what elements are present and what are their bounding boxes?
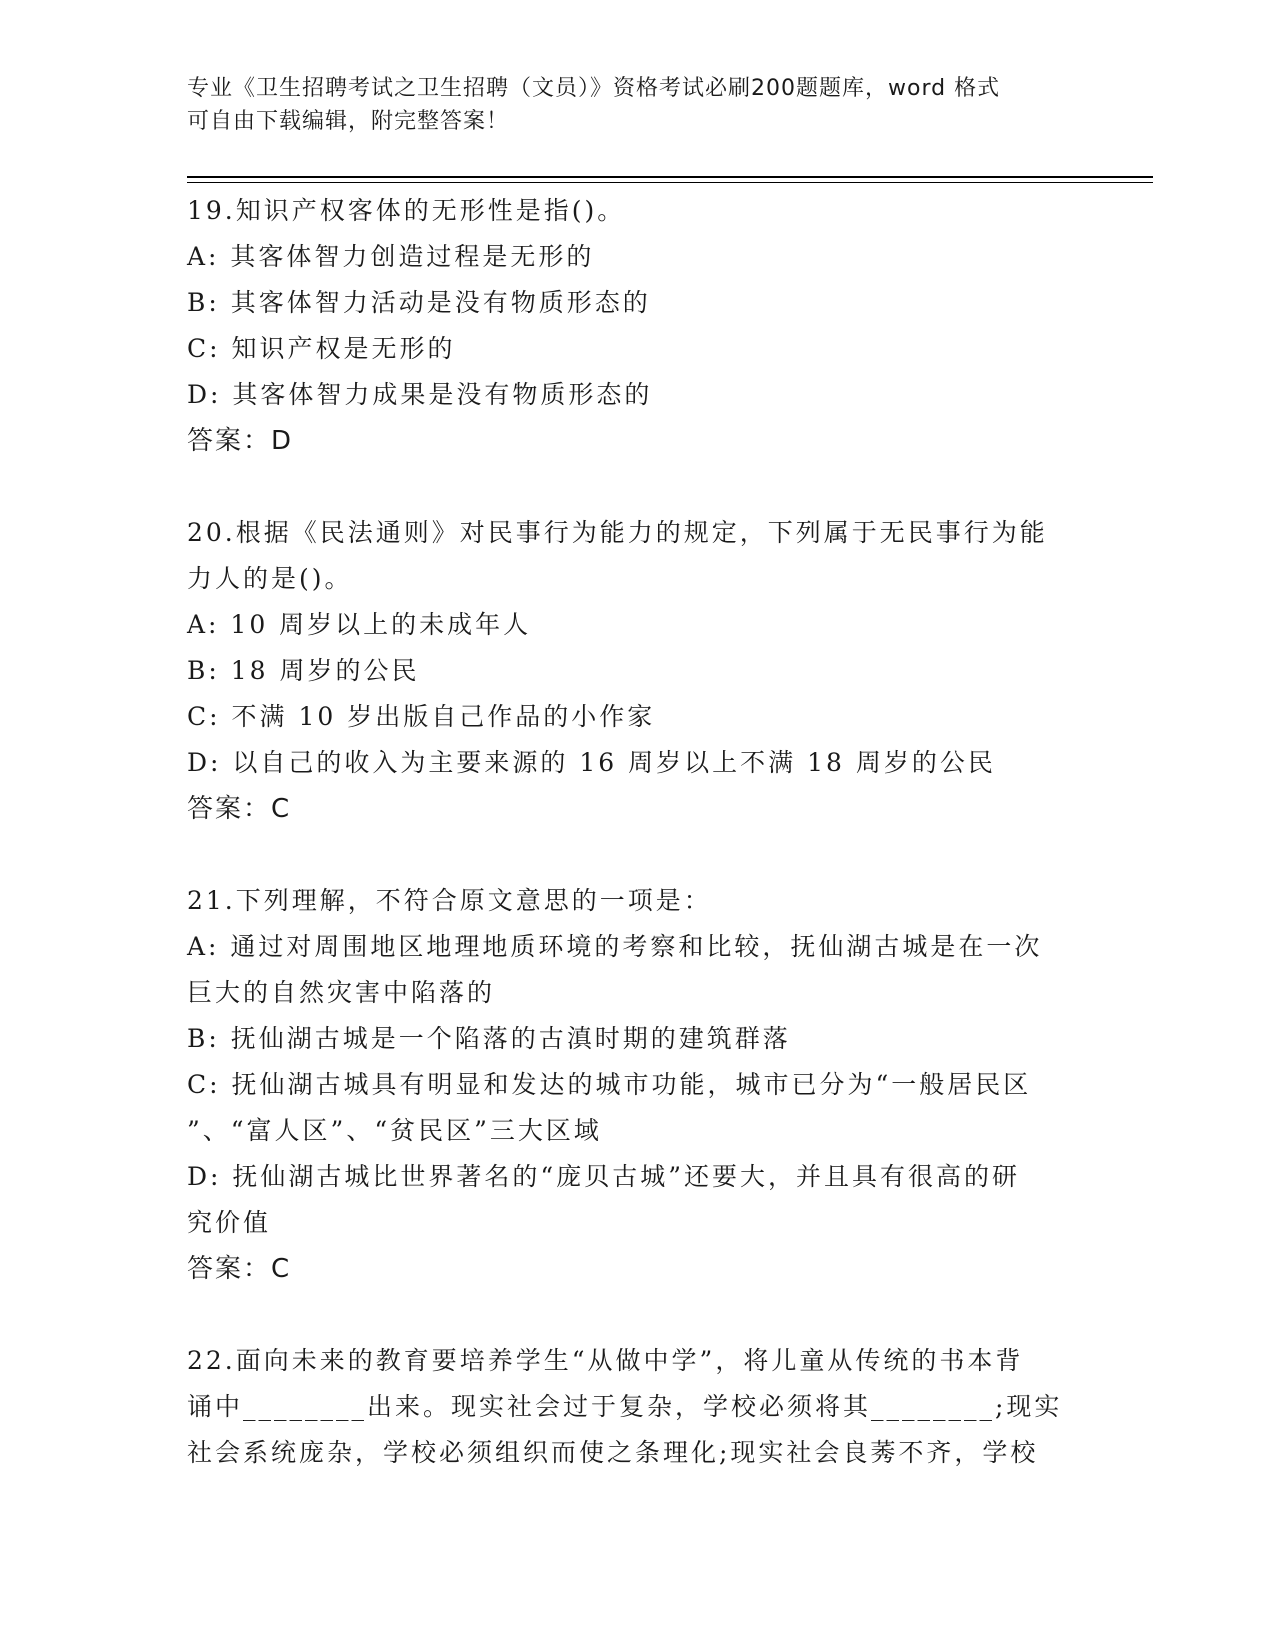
answer-option: B: 抚仙湖古城是一个陷落的古滇时期的建筑群落 [187,1024,791,1053]
question-stem: 21.下列理解，不符合原文意思的一项是： [187,886,712,915]
header-divider-thin [187,182,1153,183]
question-spacer [187,832,1077,878]
answer-key: 答案：D [187,426,294,456]
answer-option: A: 通过对周围地区地理地质环境的考察和比较，抚仙湖古城是在一次 [187,932,1043,961]
question-block [187,878,1077,1292]
question-stem: 诵中________出来。现实社会过于复杂，学校必须将其________;现实 [187,1392,1063,1421]
question-stem: 社会系统庞杂，学校必须组织而使之条理化;现实社会良莠不齐，学校 [187,1438,1039,1467]
header-line: 可自由下载编辑，附完整答案！ [187,109,510,134]
answer-option: A: 10 周岁以上的未成年人 [187,610,532,639]
answer-option: A: 其客体智力创造过程是无形的 [187,242,595,271]
header-line: 专业《卫生招聘考试之卫生招聘（文员）》资格考试必刷200题题库，word 格式 [187,76,1001,101]
answer-option: D: 以自己的收入为主要来源的 16 周岁以上不满 18 周岁的公民 [187,748,996,777]
answer-key: 答案：C [187,794,292,824]
question-stem: 20.根据《民法通则》对民事行为能力的规定，下列属于无民事行为能 [187,518,1048,547]
question-list [187,188,1077,1476]
answer-option: C: 不满 10 岁出版自己作品的小作家 [187,702,656,731]
document-header [187,72,1067,138]
answer-option: ”、“富人区”、“贫民区”三大区域 [187,1116,602,1145]
answer-option: 究价值 [187,1208,272,1237]
answer-option: D: 抚仙湖古城比世界著名的“庞贝古城”还要大，并且具有很高的研 [187,1162,1020,1191]
answer-option: B: 18 周岁的公民 [187,656,420,685]
answer-option: B: 其客体智力活动是没有物质形态的 [187,288,651,317]
question-block [187,188,1077,464]
question-spacer [187,1292,1077,1338]
question-stem: 19.知识产权客体的无形性是指()。 [187,196,626,225]
question-stem: 力人的是()。 [187,564,353,593]
answer-key: 答案：C [187,1254,292,1284]
question-spacer [187,464,1077,510]
question-stem: 22.面向未来的教育要培养学生“从做中学”，将儿童从传统的书本背 [187,1346,1024,1375]
answer-option: C: 抚仙湖古城具有明显和发达的城市功能，城市已分为“一般居民区 [187,1070,1032,1099]
question-block [187,1338,1077,1476]
question-block [187,510,1077,832]
answer-option: 巨大的自然灾害中陷落的 [187,978,496,1007]
header-divider-thick [187,176,1153,178]
answer-option: C: 知识产权是无形的 [187,334,456,363]
answer-option: D: 其客体智力成果是没有物质形态的 [187,380,653,409]
